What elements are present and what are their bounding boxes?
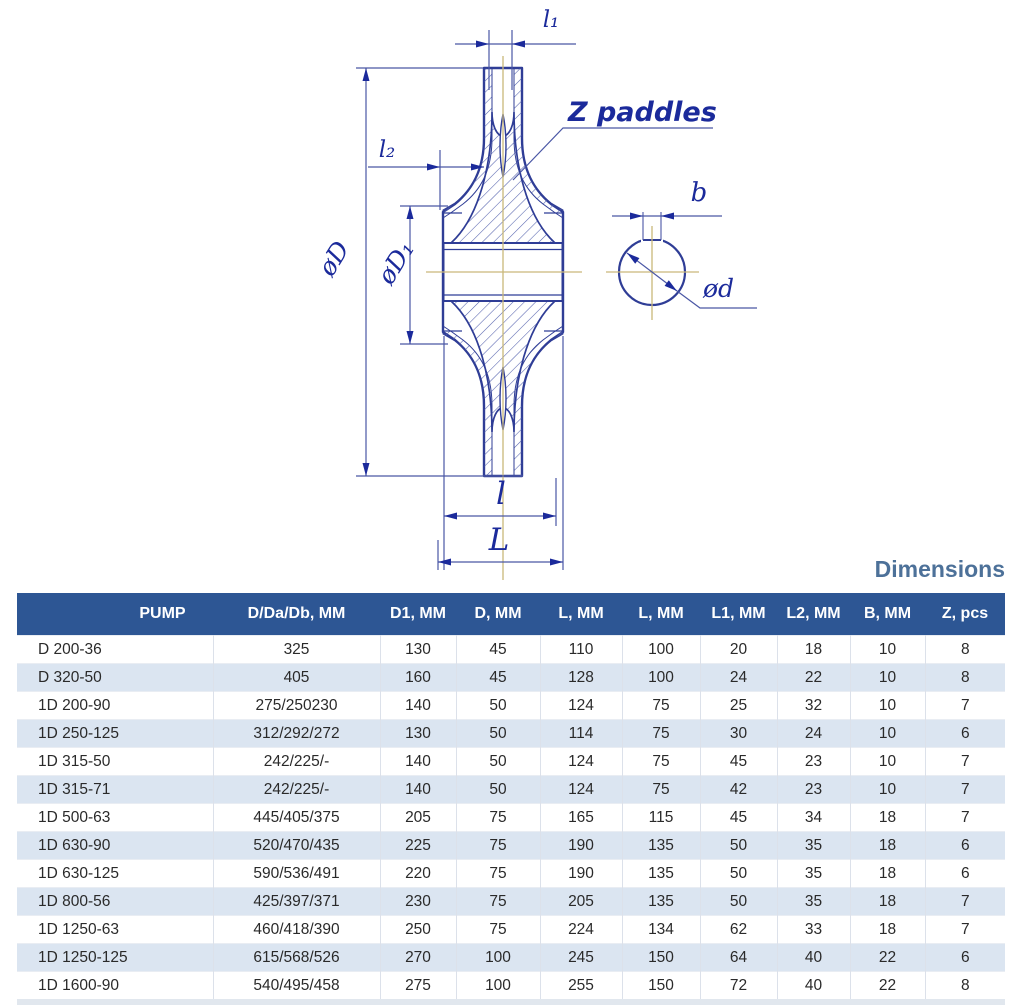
value-cell: 445/405/375 — [213, 804, 380, 832]
value-cell: 75 — [456, 804, 540, 832]
value-cell: 190 — [540, 860, 622, 888]
value-cell: 50 — [700, 888, 777, 916]
value-cell: 75 — [456, 832, 540, 860]
value-cell: 205 — [540, 888, 622, 916]
pump-cell: 1D 200-90 — [17, 692, 213, 720]
value-cell: 10 — [850, 776, 925, 804]
value-cell: 10 — [850, 720, 925, 748]
column-header: D1, MM — [380, 593, 456, 636]
value-cell: 10 — [850, 692, 925, 720]
pump-cell: 1D 315-71 — [17, 776, 213, 804]
value-cell: 242/225/- — [213, 748, 380, 776]
value-cell: 35 — [777, 832, 850, 860]
value-cell: 100 — [622, 636, 700, 664]
pump-cell: D 320-50 — [17, 664, 213, 692]
value-cell: 72 — [700, 972, 777, 1003]
value-cell: 7 — [925, 748, 1005, 776]
pump-cell: 1D 250-125 — [17, 720, 213, 748]
column-header: PUMP — [17, 593, 213, 636]
column-header: B, MM — [850, 593, 925, 636]
value-cell: 75 — [456, 888, 540, 916]
value-cell: 160 — [380, 664, 456, 692]
value-cell: 242/225/- — [213, 776, 380, 804]
value-cell: 10 — [850, 664, 925, 692]
value-cell: 8 — [925, 664, 1005, 692]
column-header: L, MM — [622, 593, 700, 636]
value-cell: 75 — [622, 720, 700, 748]
value-cell: 8 — [925, 636, 1005, 664]
column-header: L, MM — [540, 593, 622, 636]
value-cell: 40 — [777, 972, 850, 1003]
value-cell: 230 — [380, 888, 456, 916]
value-cell: 18 — [777, 636, 850, 664]
dimension-label-b: b — [690, 178, 708, 208]
column-header: D, MM — [456, 593, 540, 636]
value-cell: 33 — [777, 916, 850, 944]
value-cell: 25 — [700, 692, 777, 720]
pump-cell: 1D 315-50 — [17, 748, 213, 776]
value-cell: 7 — [925, 916, 1005, 944]
value-cell: 190 — [540, 832, 622, 860]
table-row — [17, 944, 1005, 972]
value-cell: 10 — [850, 636, 925, 664]
value-cell: 8 — [925, 972, 1005, 1003]
value-cell: 6 — [925, 720, 1005, 748]
dimension-label-dia-d: ød — [703, 274, 735, 303]
value-cell: 7 — [925, 804, 1005, 832]
value-cell: 18 — [850, 860, 925, 888]
value-cell: 270 — [380, 944, 456, 972]
value-cell: 124 — [540, 776, 622, 804]
dimension-label-dia-D1: øD₁ — [371, 235, 421, 290]
dimension-label-l1: l₁ — [542, 7, 560, 33]
value-cell: 224 — [540, 916, 622, 944]
value-cell: 460/418/390 — [213, 916, 380, 944]
value-cell: 7 — [925, 776, 1005, 804]
dimensions-title: Dimensions — [874, 556, 1005, 582]
value-cell: 150 — [622, 972, 700, 1003]
table-row — [17, 860, 1005, 888]
pump-cell: 1D 630-90 — [17, 832, 213, 860]
dimension-label-l2: l₂ — [378, 137, 396, 163]
value-cell: 100 — [456, 972, 540, 1003]
value-cell: 115 — [622, 804, 700, 832]
value-cell: 64 — [700, 944, 777, 972]
pump-cell: 1D 1250-125 — [17, 944, 213, 972]
value-cell: 42 — [700, 776, 777, 804]
value-cell: 275 — [380, 972, 456, 1003]
value-cell: 22 — [850, 944, 925, 972]
column-header: L2, MM — [777, 593, 850, 636]
value-cell: 615/568/526 — [213, 944, 380, 972]
value-cell: 20 — [700, 636, 777, 664]
value-cell: 245 — [540, 944, 622, 972]
pump-cell: 1D 800-56 — [17, 888, 213, 916]
column-header: Z, pcs — [925, 593, 1005, 636]
value-cell: 590/536/491 — [213, 860, 380, 888]
value-cell: 130 — [380, 636, 456, 664]
dimension-label-l: l — [496, 476, 506, 512]
value-cell: 10 — [850, 748, 925, 776]
value-cell: 35 — [777, 860, 850, 888]
value-cell: 50 — [456, 692, 540, 720]
value-cell: 100 — [456, 944, 540, 972]
value-cell: 75 — [622, 692, 700, 720]
value-cell: 140 — [380, 776, 456, 804]
value-cell: 312/292/272 — [213, 720, 380, 748]
table-row — [17, 804, 1005, 832]
value-cell: 225 — [380, 832, 456, 860]
value-cell: 130 — [380, 720, 456, 748]
value-cell: 50 — [456, 720, 540, 748]
value-cell: 75 — [456, 860, 540, 888]
pump-cell: 1D 1600-90 — [17, 972, 213, 1003]
value-cell: 50 — [456, 776, 540, 804]
value-cell: 45 — [700, 804, 777, 832]
value-cell: 45 — [700, 748, 777, 776]
value-cell: 135 — [622, 860, 700, 888]
value-cell: 150 — [622, 944, 700, 972]
value-cell: 35 — [777, 888, 850, 916]
value-cell: 22 — [850, 972, 925, 1003]
table-row — [17, 888, 1005, 916]
table-row — [17, 776, 1005, 804]
value-cell: 325 — [213, 636, 380, 664]
value-cell: 128 — [540, 664, 622, 692]
value-cell: 34 — [777, 804, 850, 832]
value-cell: 220 — [380, 860, 456, 888]
value-cell: 62 — [700, 916, 777, 944]
table-row — [17, 916, 1005, 944]
value-cell: 114 — [540, 720, 622, 748]
table-row — [17, 692, 1005, 720]
value-cell: 24 — [700, 664, 777, 692]
value-cell: 7 — [925, 692, 1005, 720]
value-cell: 6 — [925, 832, 1005, 860]
table-row — [17, 720, 1005, 748]
dimensions-table — [17, 593, 1005, 1005]
value-cell: 124 — [540, 692, 622, 720]
value-cell: 22 — [777, 664, 850, 692]
value-cell: 135 — [622, 832, 700, 860]
value-cell: 75 — [622, 776, 700, 804]
value-cell: 124 — [540, 748, 622, 776]
value-cell: 40 — [777, 944, 850, 972]
table-body — [17, 636, 1005, 1003]
value-cell: 50 — [700, 832, 777, 860]
value-cell: 135 — [622, 888, 700, 916]
z-paddles-label: Z paddles — [568, 97, 717, 128]
value-cell: 405 — [213, 664, 380, 692]
value-cell: 18 — [850, 832, 925, 860]
pump-cell: D 200-36 — [17, 636, 213, 664]
column-header: L1, MM — [700, 593, 777, 636]
value-cell: 110 — [540, 636, 622, 664]
table-row — [17, 636, 1005, 664]
value-cell: 255 — [540, 972, 622, 1003]
value-cell: 45 — [456, 664, 540, 692]
column-header: D/Da/Db, MM — [213, 593, 380, 636]
value-cell: 140 — [380, 692, 456, 720]
value-cell: 250 — [380, 916, 456, 944]
pump-cell: 1D 630-125 — [17, 860, 213, 888]
value-cell: 18 — [850, 916, 925, 944]
value-cell: 134 — [622, 916, 700, 944]
value-cell: 6 — [925, 860, 1005, 888]
table-row — [17, 972, 1005, 1003]
value-cell: 75 — [622, 748, 700, 776]
value-cell: 100 — [622, 664, 700, 692]
dimension-label-dia-D: øD — [312, 235, 356, 282]
value-cell: 425/397/371 — [213, 888, 380, 916]
table-row — [17, 748, 1005, 776]
value-cell: 540/495/458 — [213, 972, 380, 1003]
value-cell: 140 — [380, 748, 456, 776]
value-cell: 18 — [850, 804, 925, 832]
value-cell: 50 — [456, 748, 540, 776]
value-cell: 45 — [456, 636, 540, 664]
value-cell: 23 — [777, 776, 850, 804]
value-cell: 7 — [925, 888, 1005, 916]
value-cell: 23 — [777, 748, 850, 776]
dimension-label-L: L — [488, 522, 510, 558]
value-cell: 75 — [456, 916, 540, 944]
table-header-row — [17, 593, 1005, 636]
value-cell: 18 — [850, 888, 925, 916]
pump-cell: 1D 1250-63 — [17, 916, 213, 944]
value-cell: 275/250230 — [213, 692, 380, 720]
value-cell: 165 — [540, 804, 622, 832]
value-cell: 6 — [925, 944, 1005, 972]
table-row — [17, 832, 1005, 860]
value-cell: 520/470/435 — [213, 832, 380, 860]
value-cell: 205 — [380, 804, 456, 832]
value-cell: 50 — [700, 860, 777, 888]
value-cell: 24 — [777, 720, 850, 748]
value-cell: 30 — [700, 720, 777, 748]
value-cell: 32 — [777, 692, 850, 720]
table-row — [17, 664, 1005, 692]
pump-cell: 1D 500-63 — [17, 804, 213, 832]
